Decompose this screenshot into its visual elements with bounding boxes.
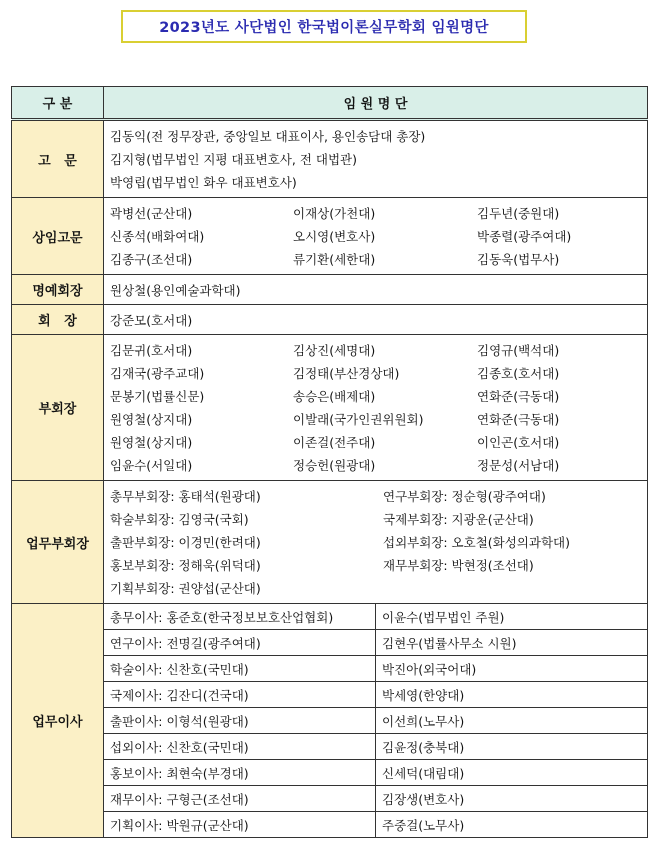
director-role-entry: 기획이사: 박원규(군산대)	[104, 812, 376, 838]
standing-advisors-row	[12, 198, 648, 275]
director-row	[12, 708, 648, 734]
vice-president-entry: 이존걸(전주대)	[293, 435, 376, 450]
director-role-entry: 총무이사: 홍준호(한국정보보호산업협회)	[104, 604, 376, 630]
advisor-entry: 김지형(법무법인 지평 대표변호사, 전 대법관)	[110, 152, 357, 167]
business-directors-label: 업무이사	[12, 604, 104, 838]
vice-presidents-label: 부회장	[12, 335, 104, 481]
standing-advisor-entry: 신종석(배화여대)	[110, 229, 205, 244]
standing-advisor-entry: 곽병선(군산대)	[110, 206, 193, 221]
vice-president-entry: 김종호(호서대)	[477, 366, 560, 381]
standing-advisor-entry: 김동욱(법무사)	[477, 252, 560, 267]
director-secondary-entry: 김윤정(충북대)	[376, 734, 648, 760]
director-row	[12, 630, 648, 656]
table-header-row	[12, 87, 648, 120]
director-role-entry: 출판이사: 이형석(원광대)	[104, 708, 376, 734]
president-value: 강준모(호서대)	[104, 305, 648, 335]
business-vice-presidents-label: 업무부회장	[12, 481, 104, 604]
president-label: 회 장	[12, 305, 104, 335]
standing-advisor-entry: 김두년(중원대)	[477, 206, 560, 221]
director-secondary-entry: 이선희(노무사)	[376, 708, 648, 734]
honorary-president-value: 원상철(용인예술과학대)	[104, 275, 648, 305]
director-row	[12, 760, 648, 786]
advisors-row	[12, 120, 648, 198]
advisors-list	[104, 120, 648, 198]
director-role-entry: 재무이사: 구형근(조선대)	[104, 786, 376, 812]
vice-presidents-row	[12, 335, 648, 481]
business-vice-president-entry: 홍보부회장: 정해욱(위덕대)	[110, 558, 261, 573]
vice-president-entry: 연화준(극동대)	[477, 412, 560, 427]
director-role-entry: 연구이사: 전명길(광주여대)	[104, 630, 376, 656]
director-row	[12, 734, 648, 760]
business-vice-president-entry: 재무부회장: 박현정(조선대)	[383, 558, 534, 573]
director-row	[12, 786, 648, 812]
director-row	[12, 604, 648, 630]
standing-advisor-entry: 박종렬(광주여대)	[477, 229, 572, 244]
business-vice-president-entry: 출판부회장: 이경민(한려대)	[110, 535, 261, 550]
vice-presidents-list	[104, 335, 648, 481]
vice-president-entry: 김재국(광주교대)	[110, 366, 205, 381]
officer-roster-table	[11, 86, 648, 838]
director-secondary-entry: 김장생(변호사)	[376, 786, 648, 812]
director-role-entry: 국제이사: 김잔디(건국대)	[104, 682, 376, 708]
vice-president-entry: 정승헌(원광대)	[293, 458, 376, 473]
vice-president-entry: 정문성(서남대)	[477, 458, 560, 473]
header-members: 임 원 명 단	[104, 87, 648, 120]
business-vice-president-entry: 총무부회장: 홍태석(원광대)	[110, 489, 261, 504]
honorary-president-label: 명예회장	[12, 275, 104, 305]
vice-president-entry: 임윤수(서일대)	[110, 458, 193, 473]
vice-president-entry: 김상진(세명대)	[293, 343, 376, 358]
business-vice-president-entry: 기획부회장: 권양섭(군산대)	[110, 581, 261, 596]
business-vice-president-entry	[377, 577, 647, 600]
vice-president-entry: 원영철(상지대)	[110, 435, 193, 450]
director-role-entry: 홍보이사: 최현숙(부경대)	[104, 760, 376, 786]
director-secondary-entry: 김현우(법률사무소 시원)	[376, 630, 648, 656]
header-category: 구 분	[12, 87, 104, 120]
vice-president-entry: 송승은(배제대)	[293, 389, 376, 404]
advisor-entry: 김동익(전 정무장관, 중앙일보 대표이사, 용인송담대 총장)	[110, 129, 426, 144]
standing-advisors-list	[104, 198, 648, 275]
advisors-label: 고 문	[12, 120, 104, 198]
director-secondary-entry: 박세영(한양대)	[376, 682, 648, 708]
director-secondary-entry: 신세덕(대림대)	[376, 760, 648, 786]
honorary-president-row	[12, 275, 648, 305]
business-vice-presidents-list	[104, 481, 648, 604]
vice-president-entry: 연화준(극동대)	[477, 389, 560, 404]
standing-advisor-entry: 류기환(세한대)	[293, 252, 376, 267]
standing-advisor-entry: 김종구(조선대)	[110, 252, 193, 267]
business-vice-president-entry: 섭외부회장: 오호철(화성의과학대)	[383, 535, 570, 550]
vice-president-entry: 김영규(백석대)	[477, 343, 560, 358]
advisor-entry: 박영립(법무법인 화우 대표변호사)	[110, 175, 297, 190]
director-row	[12, 812, 648, 838]
director-secondary-entry: 이윤수(법무법인 주원)	[376, 604, 648, 630]
director-secondary-entry: 박진아(외국어대)	[376, 656, 648, 682]
vice-president-entry: 이발래(국가인권위원회)	[293, 412, 424, 427]
director-row	[12, 656, 648, 682]
document-title: 2023년도 사단법인 한국법이론실무학회 임원명단	[121, 10, 527, 43]
standing-advisor-entry: 이재상(가천대)	[293, 206, 376, 221]
director-row	[12, 682, 648, 708]
director-role-entry: 학술이사: 신찬호(국민대)	[104, 656, 376, 682]
vice-president-entry: 김문귀(호서대)	[110, 343, 193, 358]
vice-president-entry: 문봉기(법률신문)	[110, 389, 205, 404]
business-vice-president-entry: 연구부회장: 정순형(광주여대)	[383, 489, 546, 504]
business-vice-president-entry: 학술부회장: 김영국(국회)	[110, 512, 249, 527]
president-row	[12, 305, 648, 335]
vice-president-entry: 김정태(부산경상대)	[293, 366, 400, 381]
business-vice-president-entry: 국제부회장: 지광운(군산대)	[383, 512, 534, 527]
director-role-entry: 섭외이사: 신찬호(국민대)	[104, 734, 376, 760]
standing-advisors-label: 상임고문	[12, 198, 104, 275]
standing-advisor-entry: 오시영(변호사)	[293, 229, 376, 244]
business-vice-presidents-row	[12, 481, 648, 604]
director-secondary-entry: 주중걸(노무사)	[376, 812, 648, 838]
vice-president-entry: 원영철(상지대)	[110, 412, 193, 427]
vice-president-entry: 이인곤(호서대)	[477, 435, 560, 450]
